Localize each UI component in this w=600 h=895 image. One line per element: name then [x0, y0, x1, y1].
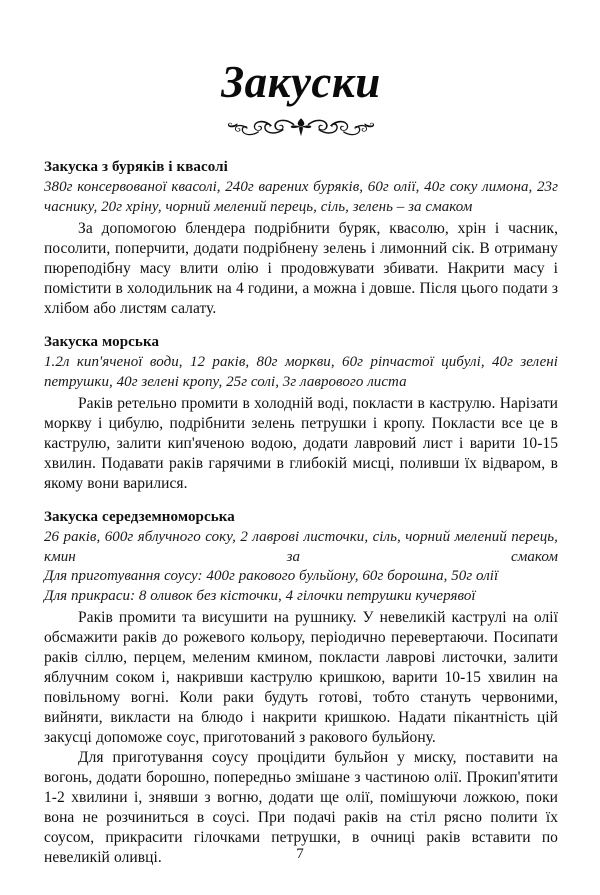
ingredient-line: 1.2л кип'яченої води, 12 раків, 80г моркви, 60г ріпчастої цибулі, 40г зелені петрушки, 40г зелені кропу, 25г солі, 3г лаврового листа: [44, 354, 558, 390]
recipe-instructions: За допомогою блендера подрібнити буряк, квасолю, хрін і часник, посолити, поперчити, додати подрібнену зелень і лимонний сік. В отриману пюреподібну масу влити олію і продовжувати збивати. Накрити масу і помістити в холодильник на 4 години, а можна і довше. Після цього подати з хлібом або листям салату.: [44, 220, 558, 317]
recipe-section: [44, 158, 558, 319]
recipe-instructions: Раків промити та висушити на рушнику. У невеликій каструлі на олії обсмажити раків до рожевого кольору, періодично перевертаючи. Посипати раків сіллю, перцем, меленим кмином, покласти лаврові листочки, залити яблучним соком і, накривши каструлю кришкою, варити 10-15 хвилин на повільному вогні. Коли раки будуть готові, тобто стануть червоними, вийняти, викласти на блюдо і накрити кришкою. Надати пікантність цій закусці допоможе соус, приготований з ракового бульйону.: [44, 609, 558, 746]
page-number: 7: [296, 846, 304, 862]
ingredient-line: 26 раків, 600г яблучного соку, 2 лаврові листочки, сіль, чорний мелений перець, кмин за смаком: [44, 529, 558, 565]
recipe-title: Закуска морська: [44, 334, 160, 350]
ingredient-line-garnish: Для прикраси: 8 оливок без кісточки, 4 гілочки петрушки кучерявої: [44, 587, 476, 604]
chapter-header: [44, 0, 558, 142]
recipe-list: [44, 158, 558, 868]
ingredient-line-sauce: Для приготування соусу: 400г ракового бульйону, 60г борошна, 50г олії: [44, 568, 499, 584]
recipe-title: Закуска середземноморська: [44, 509, 235, 525]
ingredients-list: [44, 528, 558, 606]
recipe-section: [44, 333, 558, 494]
recipe-title: Закуска з буряків і квасолі: [44, 159, 228, 175]
recipe-section: [44, 508, 558, 868]
recipe-instructions-sauce: Для приготування соусу процідити бульйон у миску, поставити на вогонь, додати борошно, попередньо змішане з частиною олії. Прокип'ятити 1-2 хвилини і, знявши з вогню, додати ще олії, помішуючи ложкою, поки вона не розчиниться в соусі. При подачі раків на стіл рясно полити їх соусом, прикрасити гілочками петрушки, в очниці раків вставити по невеликій оливці.: [44, 749, 558, 866]
decorative-flourish-divider-icon: [44, 112, 558, 142]
ingredient-line: 380г консервованої квасолі, 240г варених буряків, 60г олії, 40г соку лимона, 23г часнику, 20г хріну, чорний мелений перець, сіль, зелень – за смаком: [44, 179, 558, 215]
page-content: [44, 0, 558, 882]
recipe-instructions: Раків ретельно промити в холодній воді, покласти в каструлю. Нарізати моркву і цибулю, подрібнити зелень петрушки і кропу. Покласти все це в каструлю, залити кип'яченою водою, додати лавровий лист і варити 10-15 хвилин. Подавати раків гарячими в глибокій мисці, поливши їх відваром, в якому вони варилися.: [44, 395, 558, 492]
ingredients-list: [44, 178, 558, 217]
ingredients-list: [44, 353, 558, 392]
page-title: Закуски: [221, 57, 381, 107]
